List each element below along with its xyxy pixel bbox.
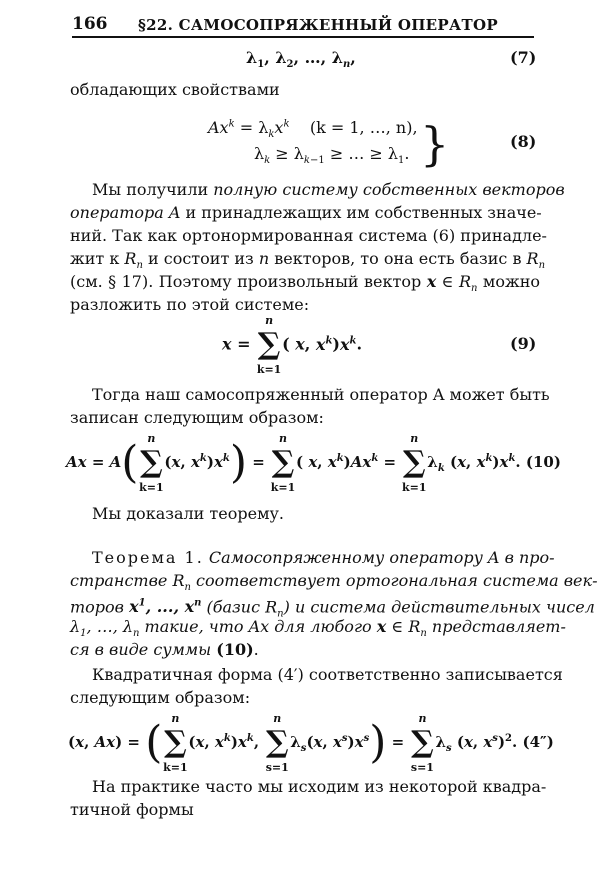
- equation-4pp-number: (4″): [522, 733, 554, 751]
- theorem-line-1: Теорема 1. Самосопряженному оператору A в про-: [92, 548, 555, 567]
- theorem-line-4: $\lambda_1$, …, $\lambda_n$ такие, что Ax для любого x ∈ $R_n$ представляет-: [70, 617, 566, 640]
- paragraph-2-line-2: записан следующим образом:: [70, 408, 324, 427]
- running-title: §22. САМОСОПРЯЖЕННЫЙ ОПЕРАТОР: [138, 16, 498, 34]
- paragraph-1-line-5: (см. § 17). Поэтому произвольный вектор x ∈ $R_n$ можно: [70, 272, 541, 295]
- paragraph-1-line-2: оператора A и принадлежащих им собственных значе-: [70, 203, 542, 222]
- page-number: 166: [72, 14, 108, 34]
- paragraph-1-line-4: жит к $R_n$ и состоит из n векторов, то она есть базис в $R_n$: [70, 249, 546, 272]
- equation-9-number: (9): [510, 334, 537, 353]
- paragraph-5-line-2: тичной формы: [70, 800, 194, 819]
- theorem-line-2: странстве $R_n$ соответствует ортогональная система век-: [70, 571, 598, 594]
- theorem-label: Теорема 1.: [92, 548, 204, 567]
- paragraph-1-line-3: ний. Так как ортонормированная система (6) принадле-: [70, 226, 547, 245]
- paragraph-4-line-1: Квадратичная форма (4′) соответственно записывается: [92, 665, 563, 684]
- theorem-line-5: ся в виде суммы (10).: [70, 640, 259, 659]
- equation-10-number: (10): [525, 453, 561, 471]
- equation-8-line-1: $Ax^k = \lambda_kx^k$ (k = 1, …, n),: [208, 118, 418, 141]
- equation-10: Ax = A( n ∑ k=1 (x, $x^k)x^k$) = n ∑ k=1 ( x, $x^k)Ax^k$ = n ∑ k=1 $\lambda_k$ (x, $x^k)x^k$. (10): [66, 432, 561, 494]
- paragraph-1-line-1: Мы получили полную систему собственных векторов: [92, 180, 565, 199]
- paragraph-3: Мы доказали теорему.: [92, 504, 285, 523]
- equation-9: x = n ∑ k=1 ( x, $x^k)x^k$.: [222, 314, 363, 376]
- sum-symbol: n ∑ k=1: [256, 314, 282, 376]
- equation-8-line-2: $\lambda_k \ge \lambda_{k-1}$ ≥ … ≥ $\lambda_1$.: [254, 144, 410, 167]
- header-rule: [72, 36, 534, 38]
- right-brace: }: [420, 117, 450, 171]
- paragraph-5-line-1: На практике часто мы исходим из некоторой квадра-: [92, 777, 547, 796]
- paragraph-4-line-2: следующим образом:: [70, 688, 251, 707]
- equation-7: $\lambda_1$, $\lambda_2$, …, $\lambda_n$,: [246, 48, 356, 71]
- text-line: обладающих свойствами: [70, 80, 280, 99]
- equation-8-range: (k = 1, …, n),: [309, 118, 418, 137]
- paragraph-2-line-1: Тогда наш самосопряженный оператор A может быть: [92, 385, 550, 404]
- equation-7-number: (7): [510, 48, 537, 67]
- equation-4pp: (x, Ax) = ( n ∑ k=1 (x, $x^k)x^k$, n ∑ s=1 $\lambda_s(x$, $x^s)x^s$) = n ∑ s=1 $\lambda_s$ (x, $x^s)^2$. (4″): [68, 712, 554, 774]
- paragraph-1-line-6: разложить по этой системе:: [70, 295, 310, 314]
- equation-8-number: (8): [510, 132, 537, 151]
- theorem-line-3: торов $x^1$, ..., $x^n$ (базис $R_n$) и система действительных чисел: [70, 597, 595, 620]
